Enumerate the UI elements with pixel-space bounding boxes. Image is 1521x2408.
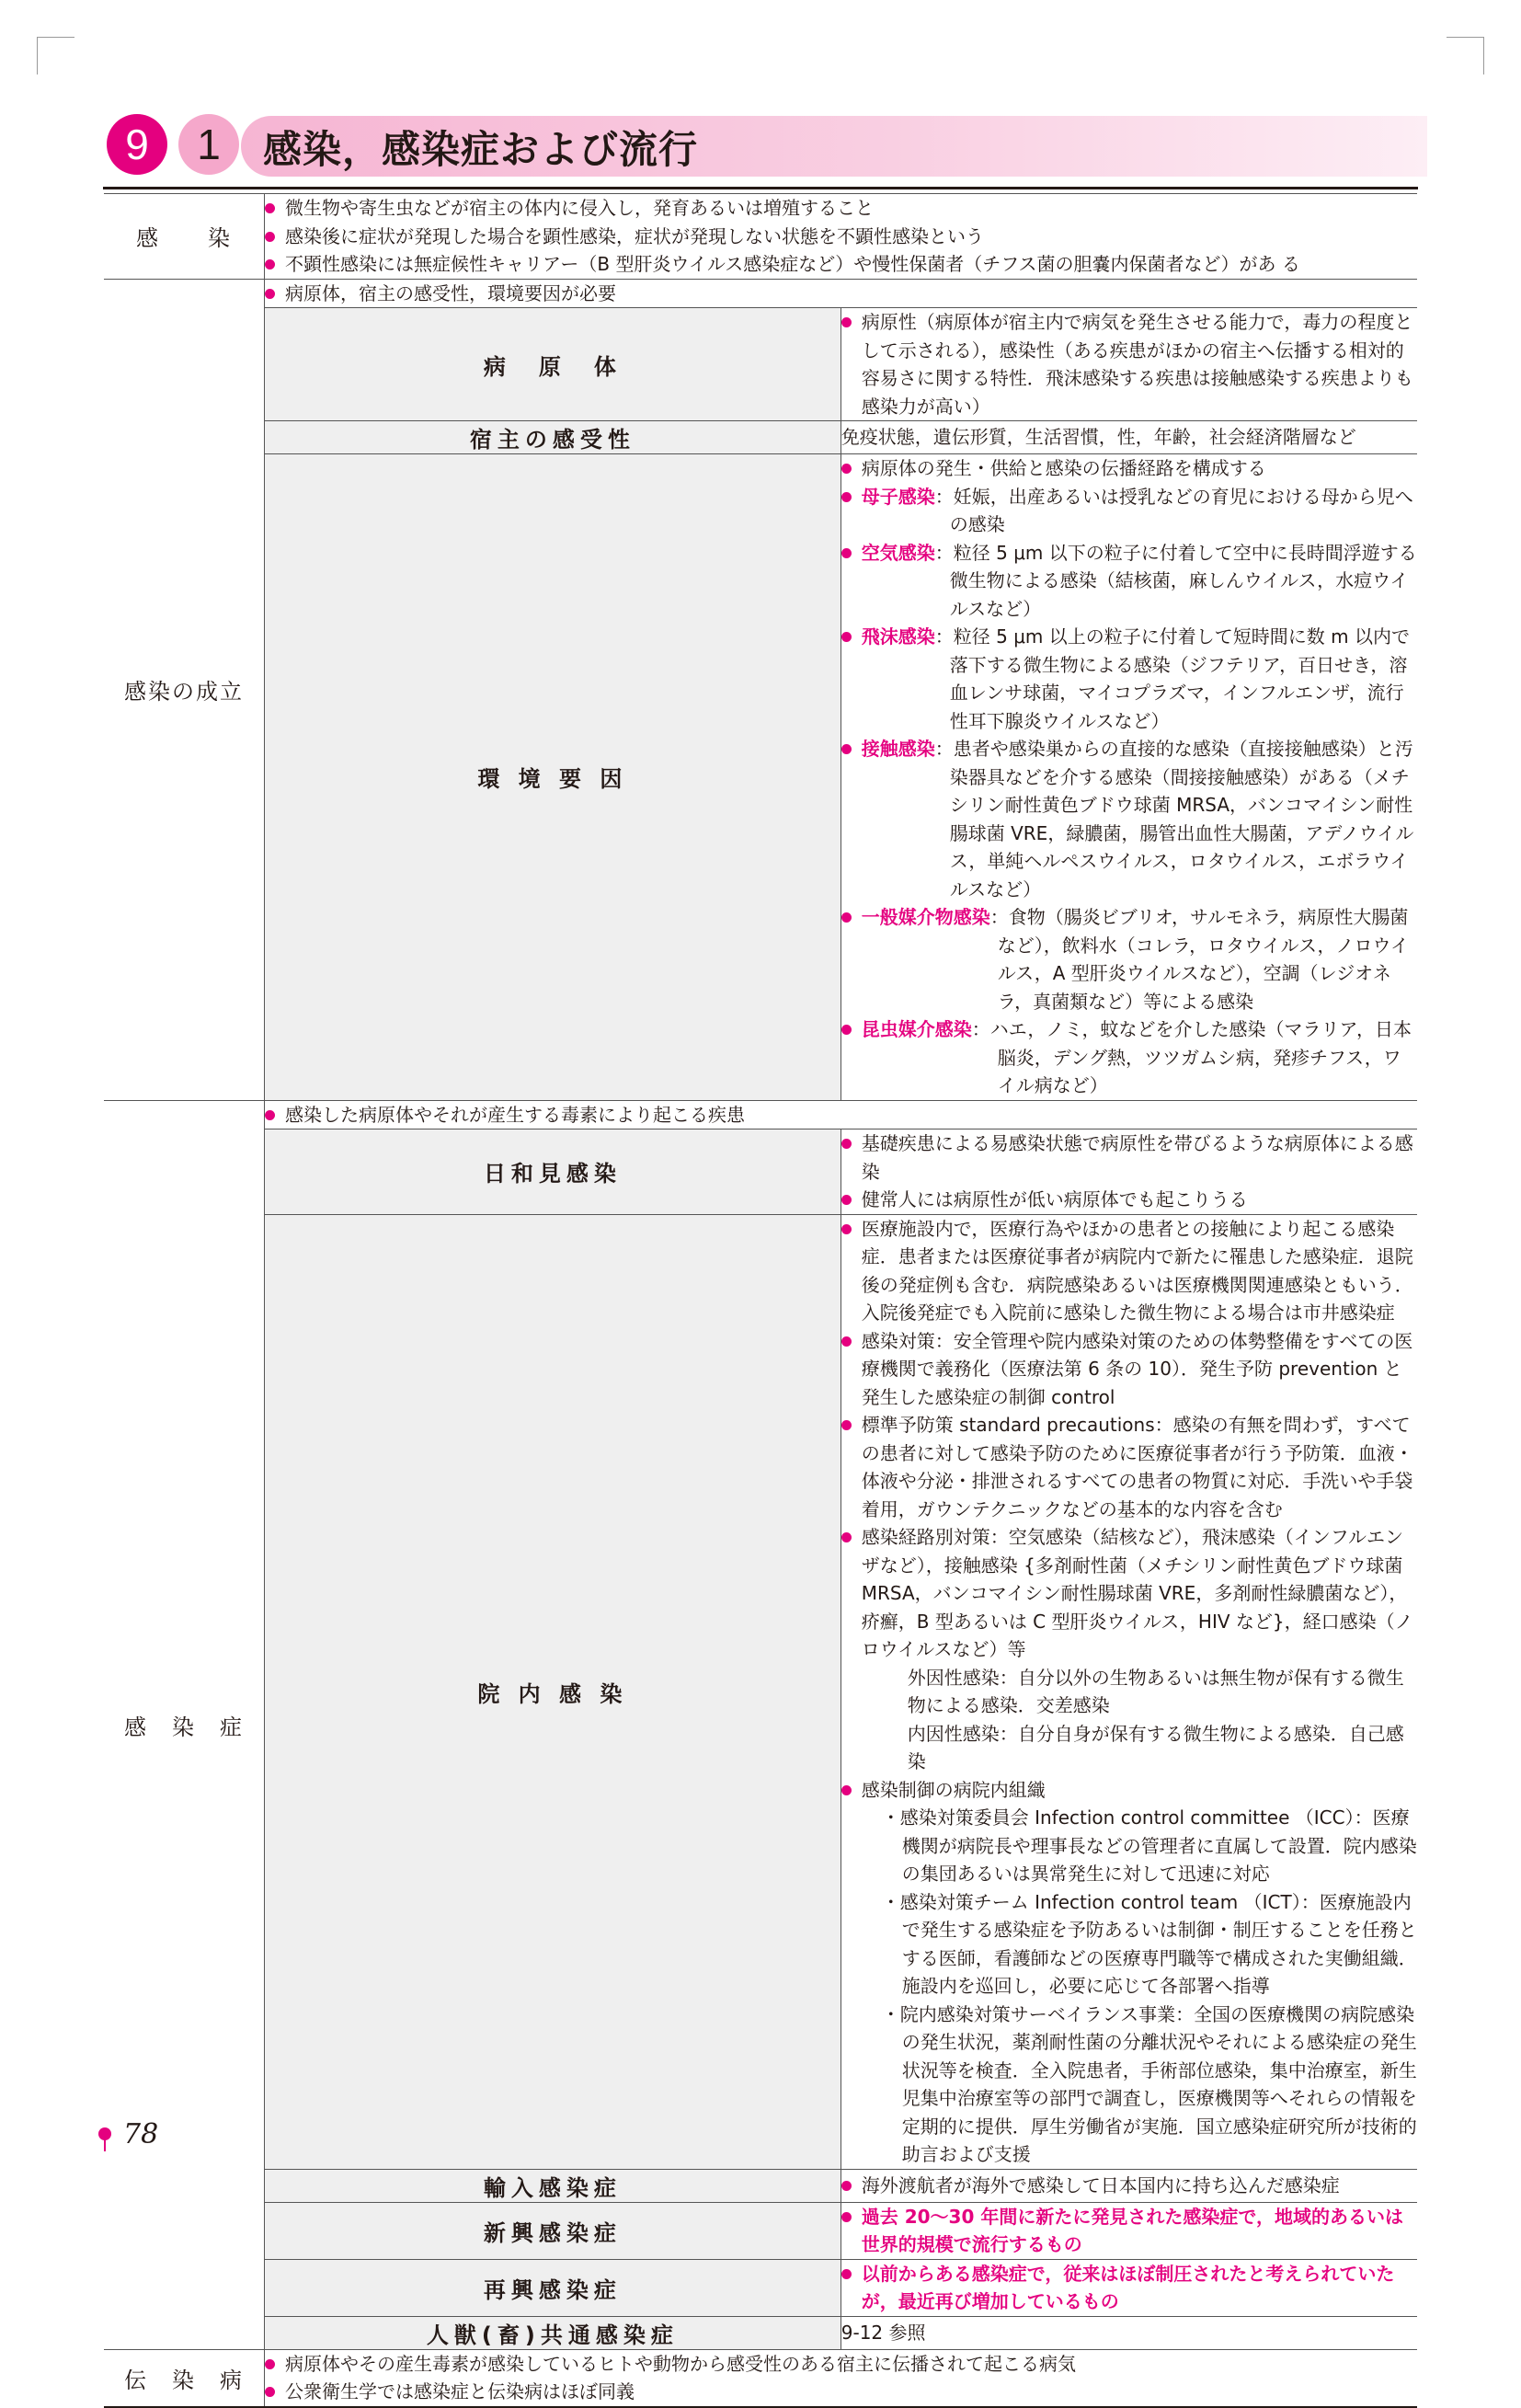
route-text: ：ハエ，ノミ，蚊などを介した感染（マラリア，日本脳炎，デング熱，ツツガムシ病，発疹チフス，ワイル病など） [971, 1018, 1412, 1096]
row-disease-intro [104, 1100, 1417, 1129]
contagious-description [265, 2349, 1418, 2407]
label-environment: 環 境 要 因 [265, 454, 841, 1101]
page-title: 感染，感染症および流行 [263, 127, 699, 172]
bullet-line: 病原体やその産生毒素が感染しているヒトや動物から感受性のある宿主に伝播されて起こる病気 [265, 2350, 1417, 2379]
sub-line-exogenous: 外因性感染：自分以外の生物あるいは無生物が保有する微生物による感染．交差感染 [907, 1666, 1404, 1716]
row-infection [104, 194, 1417, 280]
header-rule [103, 187, 1418, 189]
bullet-line: 不顕性感染には無症候性キャリアー（B 型肝炎ウイルス感染症など）や慢性保菌者（チフス菌の胆嚢内保菌者など）があ る [265, 250, 1417, 279]
bullet-line: 感染制御の病院内組織 [841, 1776, 1417, 1805]
section-number-badge: 1 [178, 114, 239, 175]
label-host: 宿主の感受性 [265, 421, 841, 454]
category-disease: 感 染 症 [104, 1100, 265, 2349]
route-term: 昆虫媒介感染 [861, 1018, 972, 1040]
host-description [841, 421, 1417, 454]
crop-mark-top-right [1447, 37, 1484, 75]
route-term: 一般媒介物感染 [861, 906, 990, 928]
row-reemerging [104, 2259, 1417, 2316]
bullet-line: 病原性（病原体が宿主内で病気を発生させる能力で，毒力の程度として示される），感染性（ある疾患がほかの宿主へ伝播する相対的容易さに関する特性．飛沫感染する疾患は接触感染する疾患よりも感染力が高い） [841, 308, 1417, 420]
organization-item: ・感染対策チーム Infection control team （ICT）：医療施設内で発生する感染症を予防あるいは制御・制圧することを任務とする医師，看護師などの医療専門職等で構成された実働組織．施設内を巡回し，必要に応じて各部署へ指導 [881, 1890, 1417, 1997]
route-text: ：粒径 5 μm 以上の粒子に付着して短時間に数 m 以内で落下する微生物による感染（ジフテリア，百日せき，溶血レンサ球菌，マイコプラズマ，インフルエンザ，流行性耳下腺炎ウイルスなど） [934, 625, 1410, 732]
label-imported: 輸入感染症 [265, 2169, 841, 2202]
row-establishment-intro [104, 279, 1417, 308]
bullet-line: 基礎疾患による易感染状態で病原性を帯びるような病原体による感染 [841, 1129, 1417, 1186]
route-term: 母子感染 [861, 485, 935, 508]
route-term: 空気感染 [861, 541, 935, 564]
row-host [104, 421, 1417, 454]
bullet-line: 以前からある感染症で，従来はほぼ制圧されたと考えられていたが，最近再び増加しているもの [841, 2260, 1417, 2316]
page-number-dot [98, 2127, 111, 2140]
crop-mark-top-left [37, 37, 74, 75]
pathogen-description [841, 308, 1417, 421]
label-emerging: 新興感染症 [265, 2202, 841, 2259]
route-item [841, 483, 1417, 539]
bullet-line: 感染対策：安全管理や院内感染対策のための体勢整備をすべての医療機関で義務化（医療法第 6 条の 10）．発生予防 prevention と発生した感染症の制御 control [841, 1327, 1417, 1412]
route-text: ：患者や感染巣からの直接的な感染（直接接触感染）と汚染器具などを介する感染（間接接触感染）がある（メチシリン耐性黄色ブドウ球菌 MRSA，バンコマイシン耐性腸球菌 VRE，緑膿菌，腸管出血性大腸菌，アデノウイルス，単純ヘルペスウイルス，ロタウイルス，エボラウイルスなど） [934, 738, 1414, 900]
page-number-rule [104, 2139, 106, 2151]
organization-item: ・院内感染対策サーベイランス事業：全国の医療機関の病院感染の発生状況，薬剤耐性菌の分離状況やそれによる感染症の発生状況等を検査．全入院患者，手術部位感染，集中治療室，新生児集中治療室等の部門で調査し，医療機関等へそれらの情報を定期的に提供．厚生労働省が実施．国立感染症研究所が技術的助言および支援 [881, 2002, 1417, 2165]
label-zoonosis: 人獣(畜)共通感染症 [265, 2316, 841, 2349]
label-nosocomial: 院 内 感 染 [265, 1214, 841, 2169]
category-infection: 感 染 [104, 194, 265, 280]
route-item [841, 623, 1417, 735]
route-term: 接触感染 [861, 738, 935, 760]
route-item [841, 1015, 1417, 1100]
reference-line: 9-12 参照 [841, 2321, 926, 2344]
chapter-number-badge: 9 [107, 114, 167, 175]
nosocomial-description [841, 1214, 1417, 2169]
section-header [103, 109, 1418, 182]
category-contagious: 伝 染 病 [104, 2349, 265, 2407]
row-emerging [104, 2202, 1417, 2259]
category-establishment: 感染の成立 [104, 279, 265, 1100]
bullet-line: 海外渡航者が海外で感染して日本国内に持ち込んだ感染症 [841, 2172, 1417, 2200]
zoonosis-description [841, 2316, 1417, 2349]
opportunistic-description [841, 1129, 1417, 1215]
row-imported [104, 2169, 1417, 2202]
page-number: 78 [123, 2118, 159, 2150]
route-text: ：食物（腸炎ビブリオ，サルモネラ，病原性大腸菌など），飲料水（コレラ，ロタウイルス，ノロウイルス，A 型肝炎ウイルスなど），空調（レジオネラ，真菌類など）等による感染 [989, 906, 1409, 1013]
route-item [841, 903, 1417, 1015]
bullet-line: 感染経路別対策：空気感染（結核など），飛沫感染（インフルエンザなど），接触感染 {多剤耐性菌（メチシリン耐性黄色ブドウ球菌 MRSA，バンコマイシン耐性腸球菌 VRE，多剤耐性緑膿菌など），疥癬，B 型あるいは C 型肝炎ウイルス，HIV など}，経口感染（ノロウイルスなど）等 [841, 1523, 1417, 1664]
route-term: 飛沫感染 [861, 625, 935, 648]
content-table [104, 193, 1417, 2408]
label-opportunistic: 日和見感染 [265, 1129, 841, 1215]
bullet-line: 感染した病原体やそれが産生する毒素により起こる疾患 [265, 1101, 1417, 1129]
plain-line: 免疫状態，遺伝形質，生活習慣，性，年齢，社会経済階層など [841, 426, 1356, 449]
row-environment [104, 454, 1417, 1101]
label-reemerging: 再興感染症 [265, 2259, 841, 2316]
bullet-line: 感染後に症状が発現した場合を顕性感染，症状が発現しない状態を不顕性感染という [265, 223, 1417, 251]
row-contagious [104, 2349, 1417, 2407]
infection-description [265, 194, 1418, 280]
disease-intro [265, 1100, 1418, 1129]
bullet-line: 病原体，宿主の感受性，環境要因が必要 [265, 280, 1417, 308]
route-item [841, 539, 1417, 624]
imported-description [841, 2169, 1417, 2202]
bullet-line: 医療施設内で，医療行為やほかの患者との接触により起こる感染症．患者または医療従事者が病院内で新たに罹患した感染症．退院後の発症例も含む．病院感染あるいは医療機関関連感染ともいう．入院後発症でも入院前に感染した微生物による場合は市井感染症 [841, 1215, 1417, 1327]
bullet-line: 健常人には病原性が低い病原体でも起こりうる [841, 1186, 1417, 1214]
reemerging-description [841, 2259, 1417, 2316]
route-text: ：粒径 5 μm 以下の粒子に付着して空中に長時間浮遊する微生物による感染（結核菌，麻しんウイルス，水痘ウイルスなど） [934, 541, 1417, 620]
bullet-line: 過去 20～30 年間に新たに発見された感染症で，地域的あるいは世界的規模で流行するもの [841, 2203, 1417, 2259]
environment-description [841, 454, 1417, 1101]
row-pathogen [104, 308, 1417, 421]
sub-line-endogenous: 内因性感染：自分自身が保有する微生物による感染．自己感染 [907, 1722, 1404, 1772]
content-table-wrap [104, 193, 1417, 2408]
row-nosocomial [104, 1214, 1417, 2169]
bullet-line: 病原体の発生・供給と感染の伝播経路を構成する [841, 454, 1417, 483]
emerging-description [841, 2202, 1417, 2259]
row-opportunistic [104, 1129, 1417, 1215]
route-item [841, 735, 1417, 903]
bullet-line: 公衆衛生学では感染症と伝染病はほぼ同義 [265, 2378, 1417, 2406]
establishment-intro [265, 279, 1418, 308]
bullet-line: 標準予防策 standard precautions：感染の有無を問わず，すべての患者に対して感染予防のために医療従事者が行う予防策．血液・体液や分泌・排泄されるすべての患者の物質に対応．手洗いや手袋着用，ガウンテクニックなどの基本的な内容を含む [841, 1411, 1417, 1523]
organization-item: ・感染対策委員会 Infection control committee （ICC）：医療機関が病院長や理事長などの管理者に直属して設置．院内感染の集団あるいは異常発生に対して迅速に対応 [881, 1806, 1417, 1885]
label-pathogen: 病 原 体 [265, 308, 841, 421]
row-zoonosis [104, 2316, 1417, 2349]
bullet-line: 微生物や寄生虫などが宿主の体内に侵入し，発育あるいは増殖すること [265, 194, 1417, 223]
route-text: ：妊娠，出産あるいは授乳などの育児における母から児への感染 [934, 485, 1413, 535]
